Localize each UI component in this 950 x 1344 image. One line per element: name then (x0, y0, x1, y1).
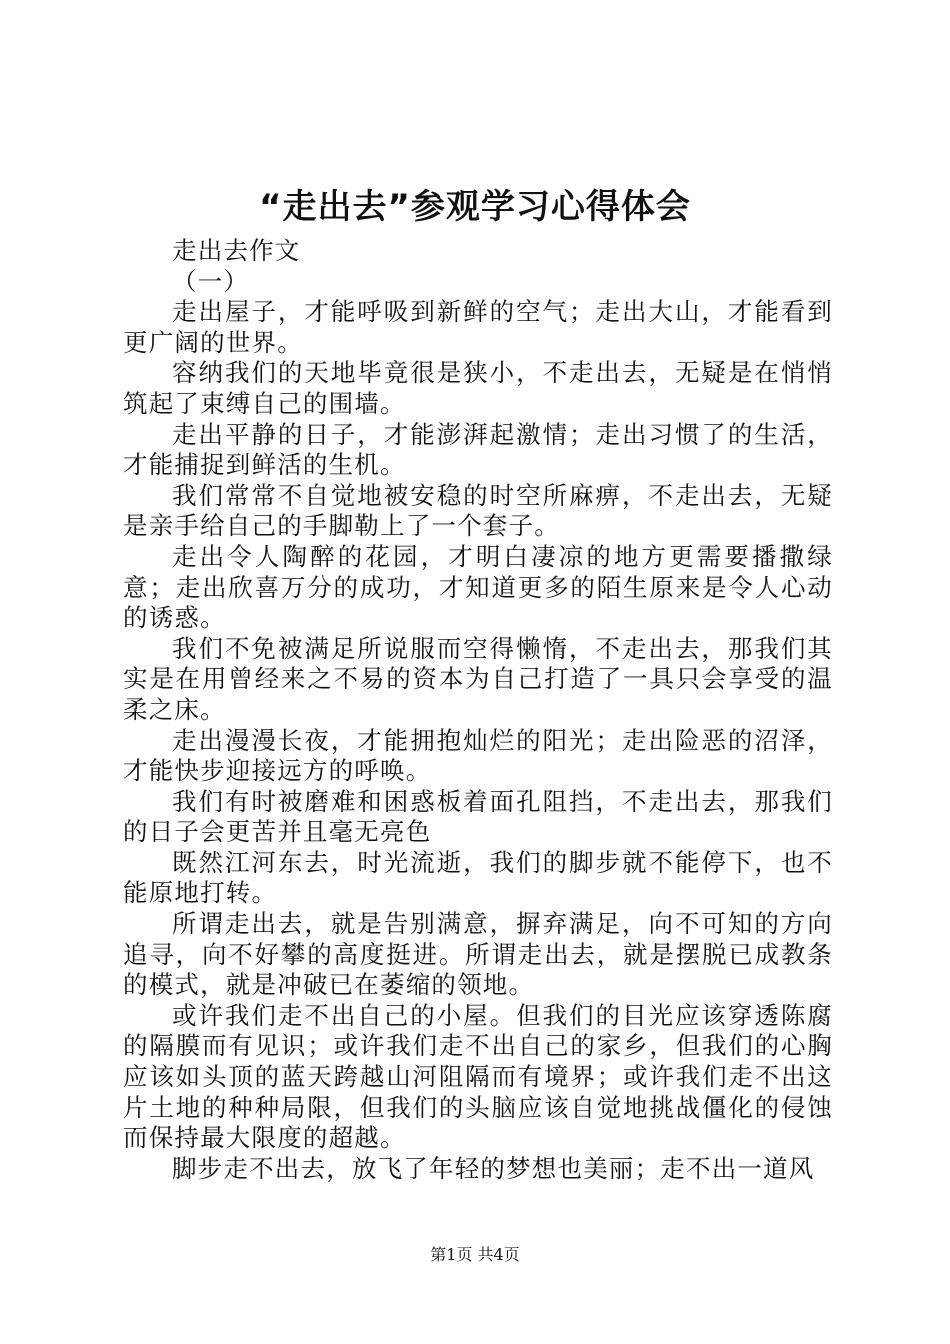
body-paragraph: 我们有时被磨难和困惑板着面孔阻挡，不走出去，那我们的日子会更苦并且毫无亮色 (123, 786, 833, 847)
body-paragraph: 走出令人陶醉的花园，才明白凄凉的地方更需要播撒绿意；走出欣喜万分的成功，才知道更多的陌生原来是令人心动的诱惑。 (123, 541, 833, 633)
body-paragraph: 我们常常不自觉地被安稳的时空所麻痹，不走出去，无疑是亲手给自己的手脚勒上了一个套子。 (123, 480, 833, 541)
body-paragraph: 或许我们走不出自己的小屋。但我们的目光应该穿透陈腐的隔膜而有见识；或许我们走不出自己的家乡，但我们的心胸应该如头顶的蓝天跨越山河阻隔而有境界；或许我们走不出这片土地的种种局限，但我们的头脑应该自觉地挑战僵化的侵蚀而保持最大限度的超越。 (123, 1000, 833, 1153)
body-paragraph: 脚步走不出去，放飞了年轻的梦想也美丽；走不出一道风 (172, 1153, 815, 1183)
subtitle-paragraph: 走出去作文 (172, 236, 301, 265)
section-heading: （一） (172, 266, 250, 296)
body-paragraph: 容纳我们的天地毕竟很是狭小，不走出去，无疑是在悄悄筑起了束缚自己的围墙。 (123, 358, 833, 418)
page-footer: 第1页 共4页 (430, 1245, 520, 1264)
document-title: “走出去”参观学习心得体会 (259, 187, 691, 227)
body-paragraph: 走出平静的日子，才能澎湃起激情；走出习惯了的生活，才能捕捉到鲜活的生机。 (123, 419, 833, 480)
body-paragraph: 走出漫漫长夜，才能拥抱灿烂的阳光；走出险恶的沼泽，才能快步迎接远方的呼唤。 (123, 725, 833, 786)
document-body (123, 236, 833, 1184)
body-paragraph: 既然江河东去，时光流逝，我们的脚步就不能停下，也不能原地打转。 (123, 847, 833, 908)
body-paragraph: 所谓走出去，就是告别满意，摒弃满足，向不可知的方向追寻，向不好攀的高度挺进。所谓走出去，就是摆脱已成教条的模式，就是冲破已在萎缩的领地。 (123, 909, 833, 1000)
body-paragraph: 走出屋子，才能呼吸到新鲜的空气；走出大山，才能看到更广阔的世界。 (123, 297, 833, 357)
body-paragraph: 我们不免被满足所说服而空得懒惰，不走出去，那我们其实是在用曾经来之不易的资本为自己打造了一具只会享受的温柔之床。 (123, 633, 833, 724)
